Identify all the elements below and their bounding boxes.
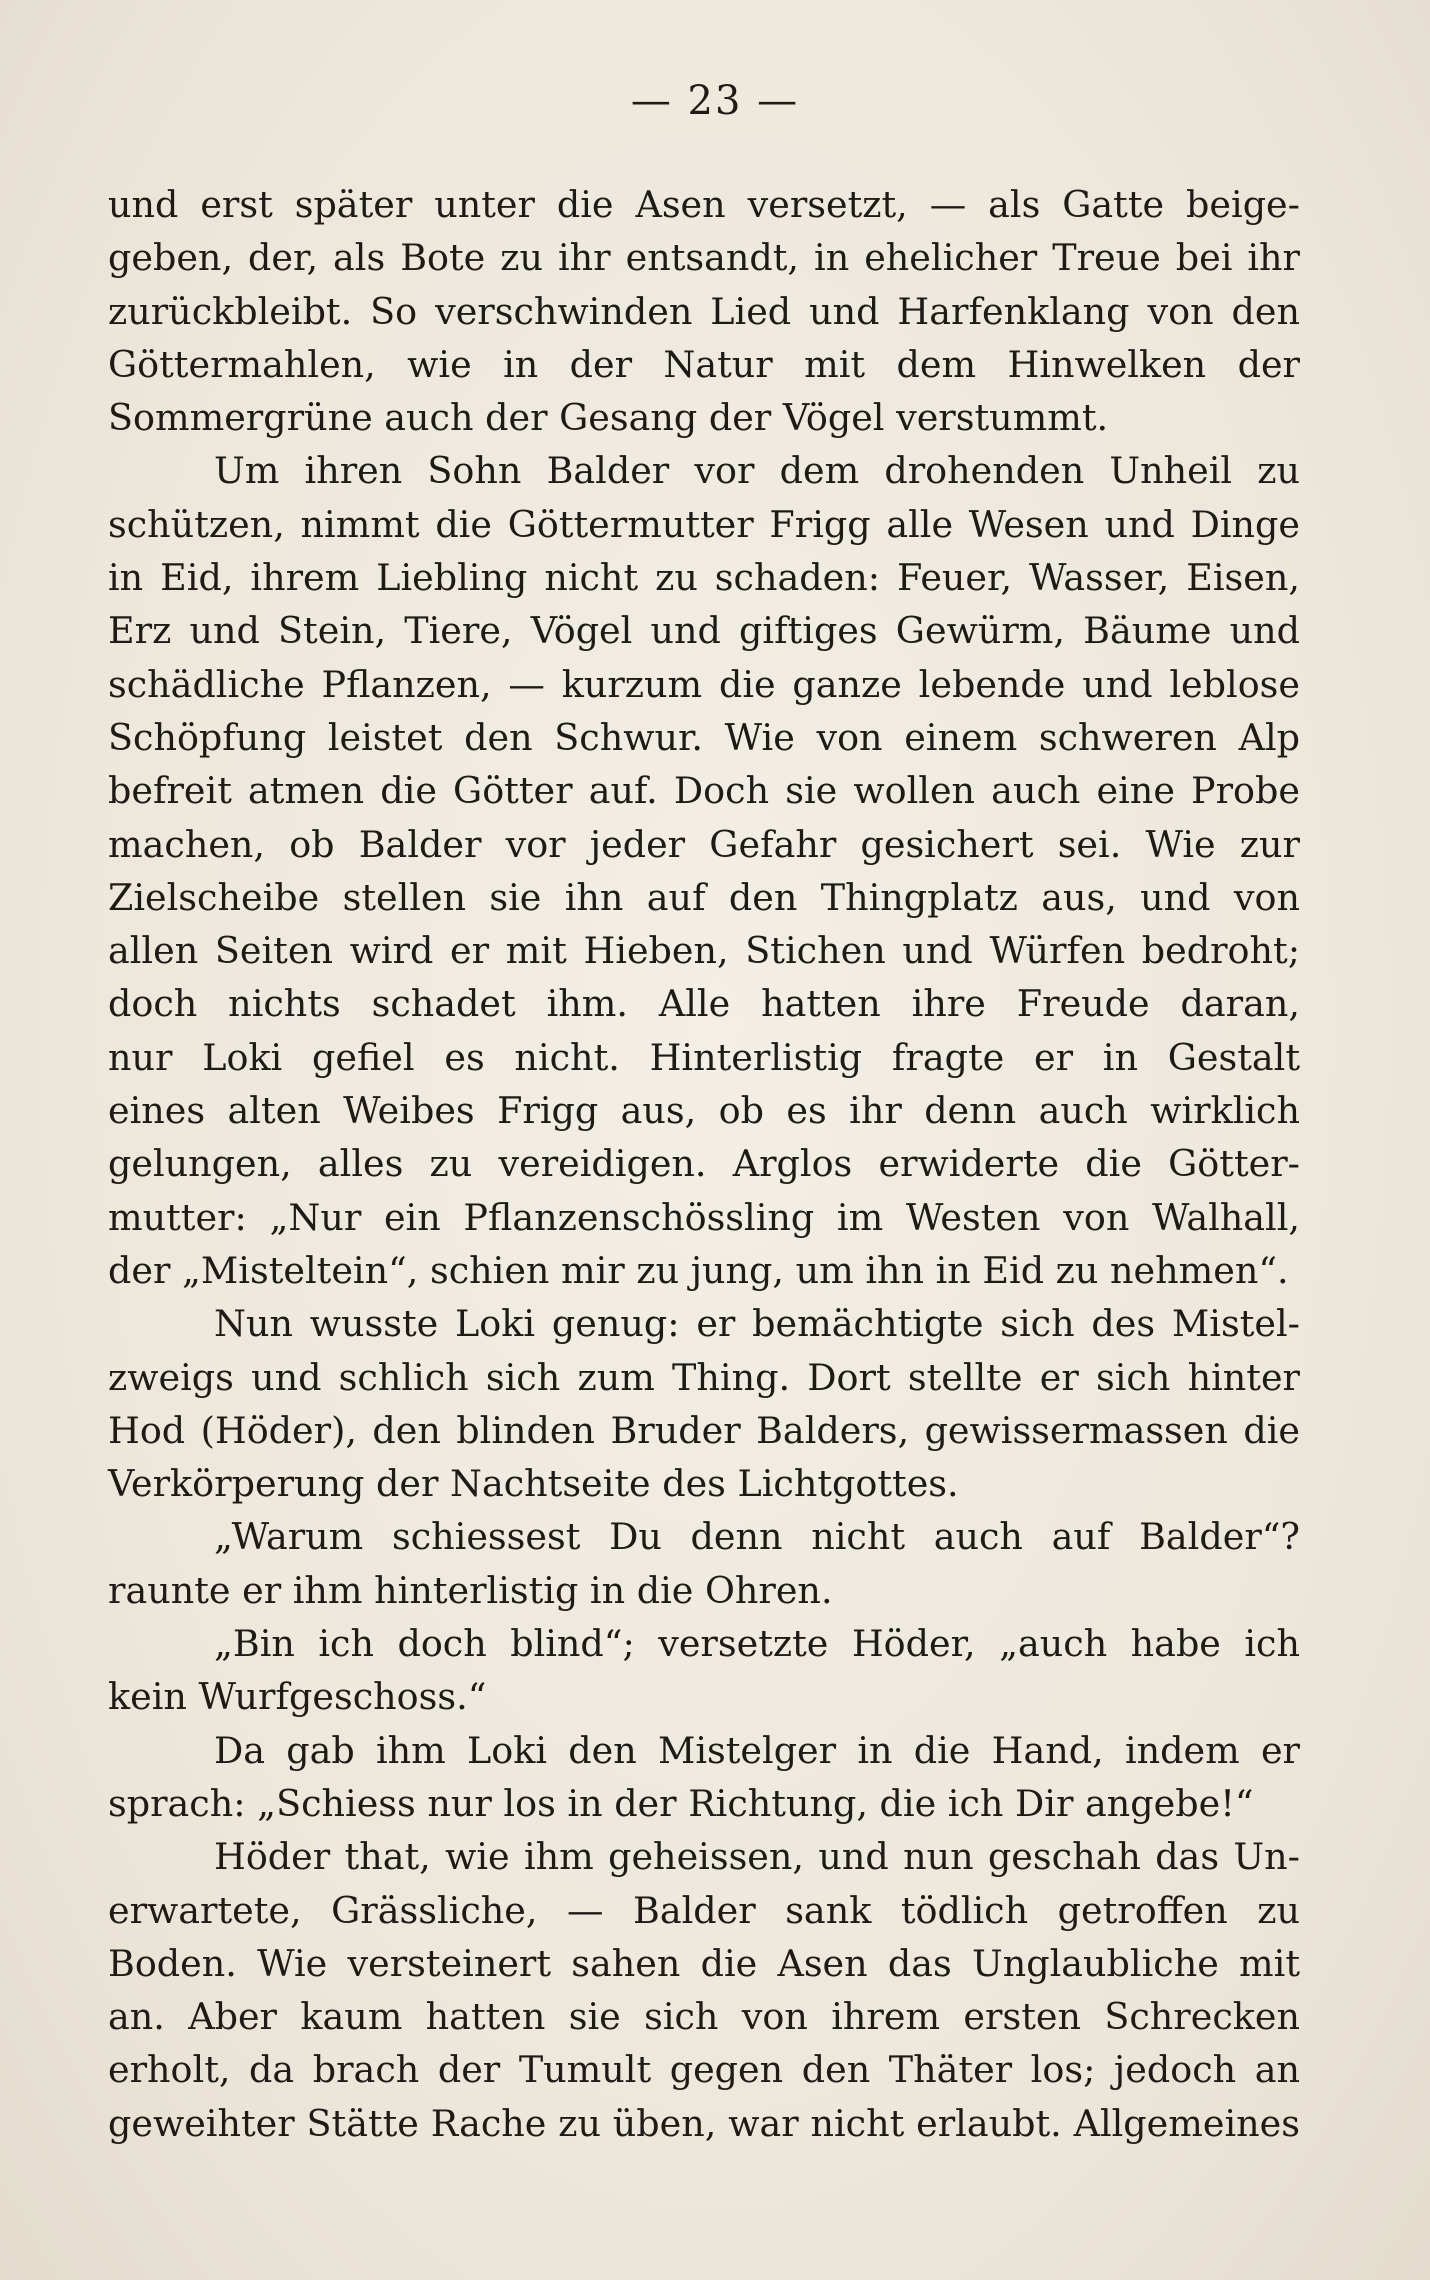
text-line: Zielscheibe stellen sie ihn auf den Thingplatz aus, und von: [108, 875, 1300, 919]
text-line: Hod (Höder), den blinden Bruder Balders, gewissermassen die: [108, 1408, 1300, 1452]
text-line: erwartete, Grässliche, — Balder sank tödlich getroffen zu: [108, 1888, 1300, 1932]
text-line: schützen, nimmt die Göttermutter Frigg alle Wesen und Dinge: [108, 502, 1300, 546]
text-line: Höder that, wie ihm geheissen, und nun geschah das Un-: [214, 1835, 1300, 1879]
text-line: befreit atmen die Götter auf. Doch sie wollen auch eine Probe: [108, 769, 1300, 813]
text-line: geben, der, als Bote zu ihr entsandt, in ehelicher Treue bei ihr: [108, 236, 1300, 280]
text-line: zweigs und schlich sich zum Thing. Dort stellte er sich hinter: [108, 1355, 1300, 1399]
text-line: Schöpfung leistet den Schwur. Wie von einem schweren Alp: [108, 715, 1300, 759]
text-line: machen, ob Balder vor jeder Gefahr gesichert sei. Wie zur: [108, 822, 1300, 866]
text-line: eines alten Weibes Frigg aus, ob es ihr denn auch wirklich: [108, 1089, 1300, 1133]
text-line: Erz und Stein, Tiere, Vögel und giftiges Gewürm, Bäume und: [108, 609, 1300, 653]
text-line: zurückbleibt. So verschwinden Lied und Harfenklang von den: [108, 289, 1300, 333]
text-line: Sommergrüne auch der Gesang der Vögel verstummt.: [108, 396, 1109, 440]
text-line: nur Loki gefiel es nicht. Hinterlistig fragte er in Gestalt: [108, 1035, 1300, 1079]
text-line: in Eid, ihrem Liebling nicht zu schaden: Feuer, Wasser, Eisen,: [108, 556, 1300, 600]
text-line: Da gab ihm Loki den Mistelger in die Hand, indem er: [214, 1728, 1300, 1772]
text-line: Göttermahlen, wie in der Natur mit dem Hinwelken der: [108, 342, 1300, 386]
text-line: „Bin ich doch blind“; versetzte Höder, „auch habe ich: [214, 1622, 1300, 1666]
body-text: [108, 178, 1300, 2150]
text-line: geweihter Stätte Rache zu üben, war nicht erlaubt. Allgemeines: [108, 2101, 1300, 2145]
text-line: kein Wurfgeschoss.“: [108, 1675, 487, 1719]
text-line: Nun wusste Loki genug: er bemächtigte sich des Mistel-: [214, 1302, 1300, 1346]
text-line: mutter: „Nur ein Pflanzenschössling im Westen von Walhall,: [108, 1195, 1300, 1239]
text-line: Boden. Wie versteinert sahen die Asen das Unglaubliche mit: [108, 1941, 1300, 1985]
text-line: raunte er ihm hinterlistig in die Ohren.: [108, 1568, 833, 1612]
text-line: Verkörperung der Nachtseite des Lichtgottes.: [108, 1462, 959, 1506]
text-line: allen Seiten wird er mit Hieben, Stichen und Würfen bedroht;: [108, 929, 1300, 973]
text-line: doch nichts schadet ihm. Alle hatten ihre Freude daran,: [108, 982, 1300, 1026]
text-line: schädliche Pflanzen, — kurzum die ganze lebende und leblose: [108, 662, 1300, 706]
text-line: Um ihren Sohn Balder vor dem drohenden Unheil zu: [214, 449, 1300, 493]
text-line: an. Aber kaum hatten sie sich von ihrem ersten Schrecken: [108, 1995, 1300, 2039]
page-number: — 23 —: [630, 78, 800, 124]
text-line: „Warum schiessest Du denn nicht auch auf Balder“?: [214, 1515, 1300, 1559]
text-line: der „Misteltein“, schien mir zu jung, um ihn in Eid zu nehmen“.: [108, 1248, 1289, 1292]
text-line: sprach: „Schiess nur los in der Richtung, die ich Dir angebe!“: [108, 1781, 1254, 1825]
text-line: gelungen, alles zu vereidigen. Arglos erwiderte die Götter-: [108, 1142, 1300, 1186]
text-line: und erst später unter die Asen versetzt, — als Gatte beige-: [108, 183, 1300, 226]
text-line: erholt, da brach der Tumult gegen den Thäter los; jedoch an: [108, 2048, 1300, 2092]
